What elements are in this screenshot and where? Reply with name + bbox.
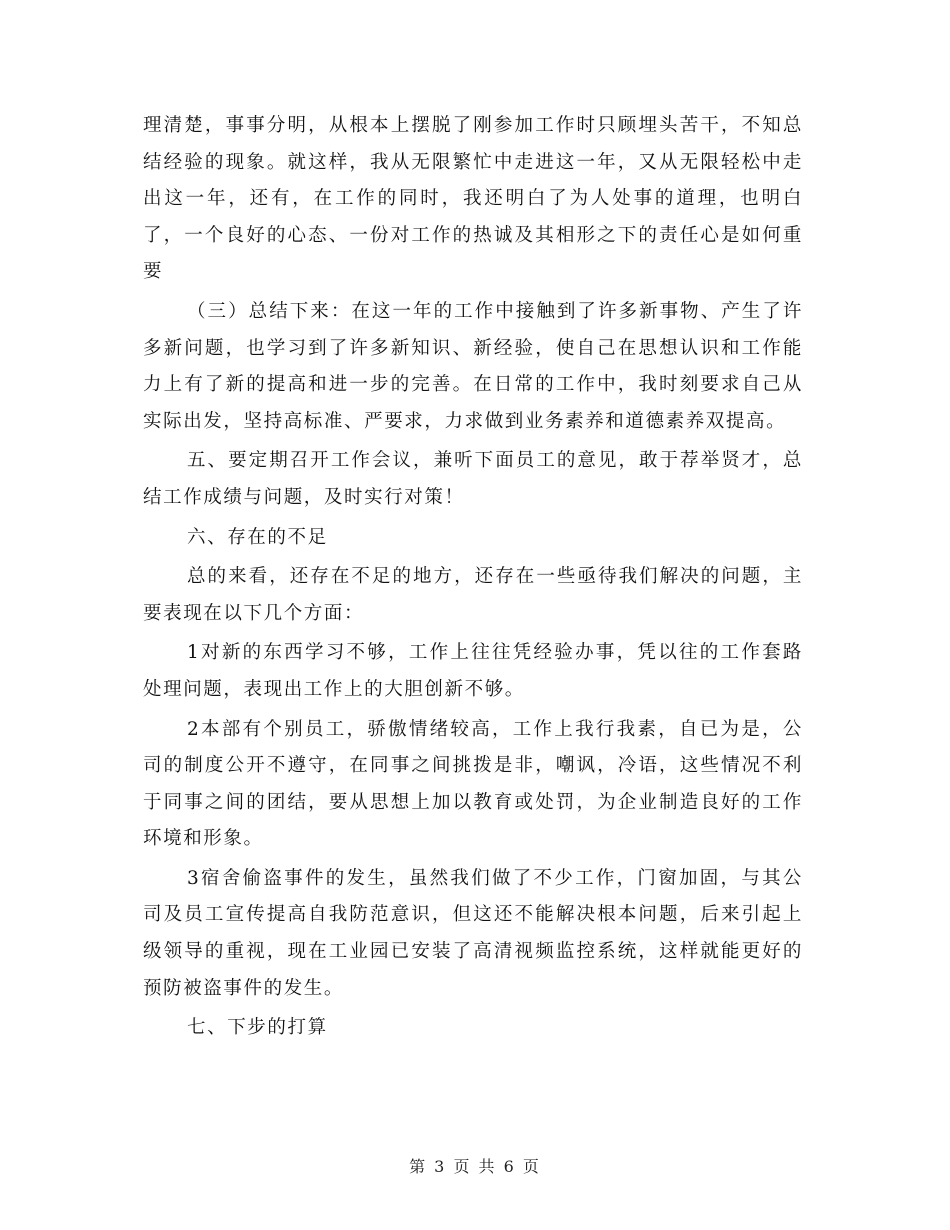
- paragraph-section-five: 五、要定期召开工作会议，兼听下面员工的意见，敢于荐举贤才，总结工作成绩与问题，及时实行对策！: [143, 450, 803, 508]
- paragraph-summary-three: （三）总结下来：在这一年的工作中接触到了许多新事物、产生了许多新问题，也学习到了许多新知识、新经验，使自己在思想认识和工作能力上有了新的提高和进一步的完善。在日常的工作中，我时刻要求自己从实际出发，坚持高标准、严要求，力求做到业务素养和道德素养双提高。: [143, 300, 803, 432]
- list-item-1: 1对新的东西学习不够，工作上往往凭经验办事，凭以往的工作套路处理问题，表现出工作上的大胆创新不够。: [143, 642, 803, 700]
- heading-section-six: 六、存在的不足: [187, 526, 328, 548]
- paragraph-continuation: 理清楚，事事分明，从根本上摆脱了刚参加工作时只顾埋头苦干，不知总结经验的现象。就这样，我从无限繁忙中走进这一年，又从无限轻松中走出这一年，还有，在工作的同时，我还明白了为人处事的道理，也明白了，一个良好的心态、一份对工作的热诚及其相形之下的责任心是如何重要: [143, 115, 803, 283]
- list-item-3: 3宿舍偷盗事件的发生，虽然我们做了不少工作，门窗加固，与其公司及员工宣传提高自我防范意识，但这还不能解决根本问题，后来引起上级领导的重视，现在工业园已安装了高清视频监控系统，这样就能更好的预防被盗事件的发生。: [143, 867, 803, 999]
- heading-section-seven: 七、下步的打算: [187, 1017, 328, 1039]
- document-body: [143, 108, 803, 1050]
- list-item-2: 2本部有个别员工，骄傲情绪较高，工作上我行我素，自已为是，公司的制度公开不遵守，在同事之间挑拨是非，嘲讽，冷语，这些情况不利于同事之间的团结，要从思想上加以教育或处罚，为企业制造良好的工作环境和形象。: [143, 718, 803, 850]
- page-number-footer: 第 3 页 共 6 页: [409, 1157, 541, 1176]
- paragraph-overview: 总的来看，还存在不足的地方，还存在一些亟待我们解决的问题，主要表现在以下几个方面：: [143, 566, 803, 624]
